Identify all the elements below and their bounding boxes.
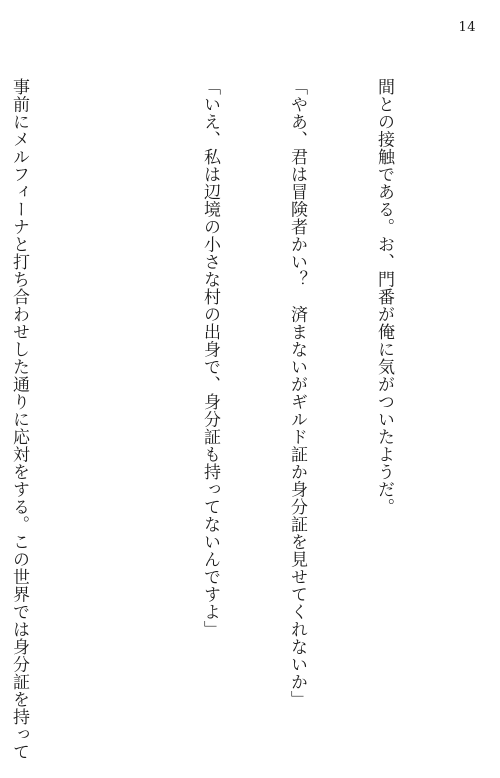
text-line-2: 「やあ、君は冒険者かい？ 済まないがギルド証か身分証を見せてくれないか」	[287, 78, 307, 708]
text-line-3: 「いえ、私は辺境の小さな村の出身で、身分証も持ってないんですよ」	[200, 78, 220, 638]
page-number: 14	[458, 20, 476, 35]
text-line-4: 事前にメルフィーナと打ち合わせした通りに応対をする。この世界では身分証を持って	[9, 78, 29, 761]
text-line-1: 間との接触である。お、門番が俺に気がついたようだ。	[374, 78, 394, 516]
vertical-text-body	[0, 78, 456, 761]
blank-line	[108, 78, 137, 678]
